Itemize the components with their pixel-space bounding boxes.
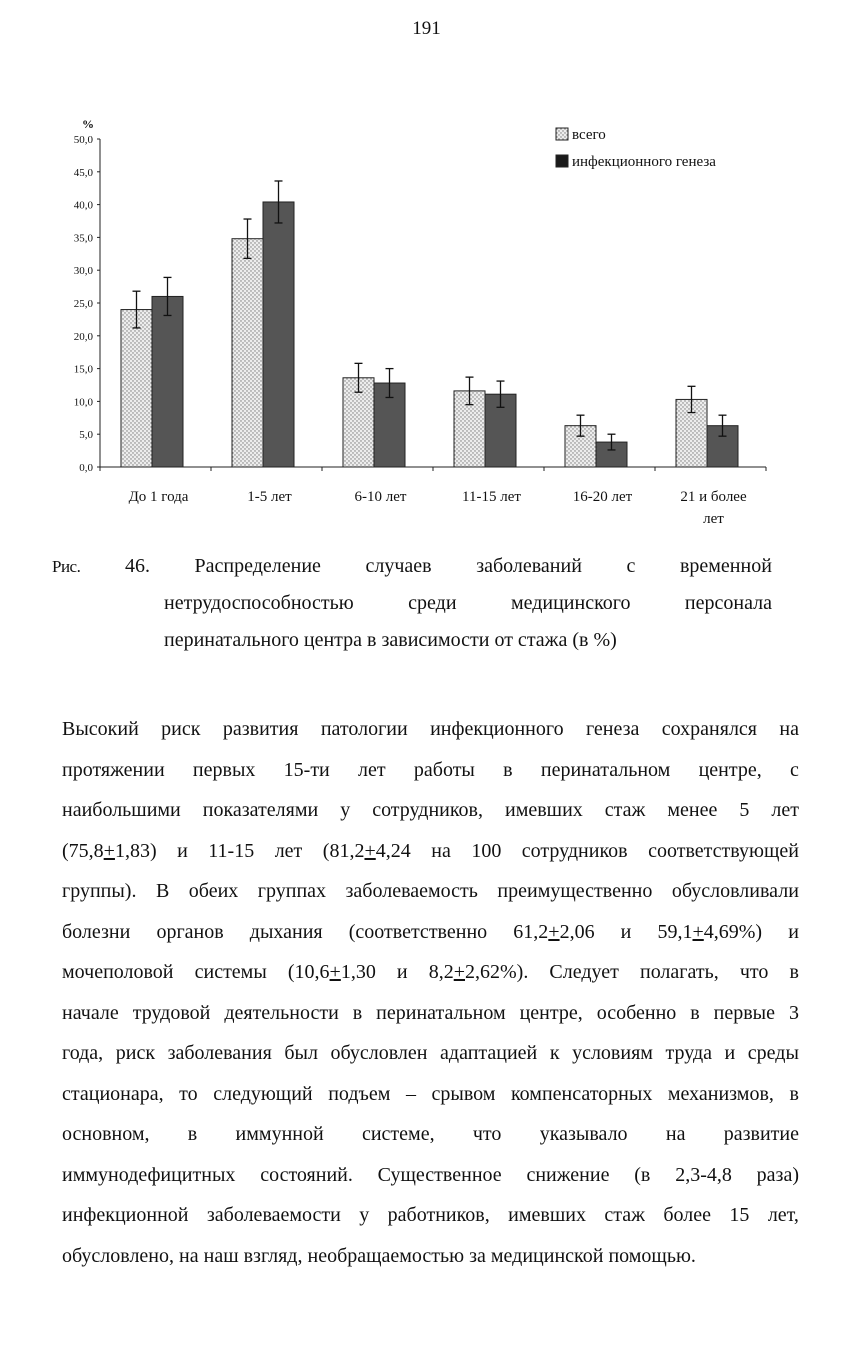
word: соответствующей bbox=[648, 839, 799, 862]
caption-line-3: перинатального центра в зависимости от стажа (в %) bbox=[164, 629, 617, 651]
caption-word: нетрудоспособностью bbox=[164, 592, 354, 614]
word: лет bbox=[771, 799, 799, 821]
y-tick-label: 30,0 bbox=[73, 265, 93, 278]
y-tick-label: 10,0 bbox=[73, 396, 93, 409]
paragraph-line bbox=[62, 1114, 799, 1155]
bar-chart bbox=[0, 0, 853, 545]
word: центре, bbox=[519, 1001, 583, 1024]
word: группы). bbox=[62, 880, 137, 902]
paragraph-line bbox=[62, 831, 799, 872]
paragraph-line bbox=[62, 1033, 799, 1074]
word: 15 bbox=[729, 1204, 750, 1226]
word: группах bbox=[257, 880, 327, 902]
word: 11-15 bbox=[208, 839, 255, 862]
y-tick-label: 40,0 bbox=[73, 199, 93, 212]
word: подъем bbox=[328, 1082, 391, 1105]
word: преимущественно bbox=[497, 880, 653, 902]
caption-word: среди bbox=[408, 592, 457, 614]
bars bbox=[121, 181, 738, 467]
word: на bbox=[665, 1123, 686, 1145]
word: – bbox=[405, 1082, 416, 1105]
word: с bbox=[790, 758, 799, 781]
body-paragraph bbox=[62, 709, 799, 1276]
word: 61,2+2,06 bbox=[513, 920, 595, 943]
word: и bbox=[177, 839, 188, 862]
paragraph-line bbox=[62, 1155, 799, 1196]
caption-word: с bbox=[626, 555, 636, 577]
word: стационара, bbox=[62, 1082, 164, 1105]
word: первые bbox=[713, 1001, 775, 1024]
word: лет, bbox=[767, 1204, 799, 1226]
bar-infectious bbox=[263, 202, 294, 467]
word: на bbox=[779, 718, 799, 740]
x-axis bbox=[100, 467, 766, 527]
word: был bbox=[284, 1042, 318, 1064]
word: основном, bbox=[62, 1123, 150, 1145]
y-tick-label: 35,0 bbox=[73, 232, 93, 245]
word: системы bbox=[194, 961, 267, 983]
word: сотрудников, bbox=[372, 799, 483, 821]
word: 2,3-4,8 bbox=[675, 1163, 732, 1186]
word: у bbox=[340, 799, 351, 821]
caption-word: медицинского bbox=[510, 592, 631, 614]
word: перинатальном bbox=[540, 758, 671, 781]
word: первых bbox=[192, 758, 256, 781]
y-tick-label: 15,0 bbox=[73, 363, 93, 376]
word: снижение bbox=[526, 1163, 610, 1186]
word: в bbox=[789, 1082, 799, 1105]
caption-word: временной bbox=[679, 555, 772, 577]
word: срывом bbox=[431, 1082, 496, 1105]
word: центре, bbox=[698, 758, 762, 781]
word: развитие bbox=[723, 1123, 799, 1145]
paragraph-line bbox=[62, 750, 799, 791]
x-tick-label: 16-20 лет bbox=[572, 489, 633, 505]
word: адаптацией bbox=[440, 1042, 538, 1064]
caption-word: персонала bbox=[684, 592, 772, 614]
word: иммунодефицитных bbox=[62, 1163, 236, 1186]
word: то bbox=[179, 1082, 198, 1105]
caption-line-2 bbox=[164, 585, 772, 622]
paragraph-line bbox=[62, 871, 799, 912]
word: инфекционного bbox=[430, 718, 564, 740]
word: протяжении bbox=[62, 758, 165, 781]
caption-line-1 bbox=[52, 548, 772, 585]
word: состояний. bbox=[260, 1163, 353, 1186]
word: сохранялся bbox=[661, 718, 757, 740]
word: работы bbox=[413, 758, 475, 781]
caption-word: Распределение bbox=[194, 555, 321, 577]
paragraph-line bbox=[62, 952, 799, 993]
paragraph-line bbox=[62, 1195, 799, 1236]
word: более bbox=[663, 1204, 711, 1226]
word: на bbox=[431, 839, 451, 862]
x-tick-label: 11-15 лет bbox=[462, 489, 521, 505]
word: инфекционной bbox=[62, 1204, 189, 1226]
word: заболеваемости bbox=[206, 1204, 341, 1226]
word: что bbox=[472, 1123, 502, 1145]
word: лет bbox=[358, 758, 386, 781]
word: указывало bbox=[539, 1123, 628, 1145]
word: патологии bbox=[320, 718, 408, 740]
word: (в bbox=[634, 1163, 651, 1186]
word: за bbox=[469, 1244, 486, 1267]
word: 100 bbox=[471, 839, 502, 862]
x-tick-label: 6-10 лет bbox=[354, 489, 407, 505]
x-tick-label: 21 и более лет bbox=[680, 489, 747, 527]
y-tick-label: 5,0 bbox=[79, 429, 93, 442]
word: наш bbox=[203, 1244, 239, 1267]
legend bbox=[556, 127, 716, 170]
y-tick-label: 0,0 bbox=[79, 462, 93, 474]
word: показателями bbox=[202, 799, 319, 821]
word: в bbox=[789, 961, 799, 983]
word: помощью. bbox=[608, 1244, 696, 1267]
paragraph-line bbox=[62, 709, 799, 750]
word: на bbox=[179, 1244, 199, 1267]
word: заболеваемость bbox=[345, 880, 478, 902]
word: особенно bbox=[596, 1001, 677, 1024]
word: 15-ти bbox=[283, 758, 330, 781]
word: перинатальном bbox=[376, 1001, 506, 1024]
word: компенсаторных bbox=[510, 1082, 653, 1105]
word: года, bbox=[62, 1042, 104, 1064]
word: обеих bbox=[188, 880, 239, 902]
word: труда bbox=[665, 1042, 712, 1064]
word: стаж bbox=[604, 1204, 645, 1226]
word: (соответственно bbox=[348, 920, 488, 943]
word: В bbox=[155, 880, 170, 902]
paragraph-line bbox=[62, 1236, 799, 1277]
word: 8,2+2,62%). bbox=[428, 961, 529, 983]
word: Существенное bbox=[377, 1163, 502, 1186]
word: имевших bbox=[505, 799, 583, 821]
figure-caption bbox=[52, 548, 772, 659]
y-tick-label: 45,0 bbox=[73, 166, 93, 179]
word: обусловлено, bbox=[62, 1244, 175, 1267]
word: иммунной bbox=[235, 1123, 324, 1145]
word: и bbox=[724, 1042, 736, 1064]
y-unit-label: % bbox=[82, 117, 94, 131]
word: раза) bbox=[756, 1163, 799, 1186]
word: у bbox=[359, 1204, 370, 1226]
word: в bbox=[503, 758, 513, 781]
word: стаж bbox=[604, 799, 646, 821]
word: дыхания bbox=[249, 920, 323, 943]
word: взгляд, bbox=[243, 1244, 303, 1267]
word: в bbox=[187, 1123, 198, 1145]
word: Следует bbox=[549, 961, 619, 983]
word: 59,1+4,69%) bbox=[657, 920, 763, 943]
y-axis bbox=[74, 117, 100, 474]
word: (10,6+1,30 bbox=[287, 961, 376, 983]
word: полагать, bbox=[639, 961, 719, 983]
y-tick-label: 50,0 bbox=[73, 134, 93, 146]
word: обусловливали bbox=[671, 880, 799, 902]
word: заболевания bbox=[167, 1042, 272, 1064]
caption-number: 46. bbox=[124, 555, 150, 577]
legend-swatch bbox=[556, 128, 568, 140]
word: работников, bbox=[387, 1204, 490, 1226]
word: механизмов, bbox=[667, 1082, 774, 1105]
word: деятельности bbox=[224, 1001, 339, 1024]
y-tick-label: 25,0 bbox=[73, 298, 93, 310]
word: риск bbox=[161, 718, 201, 740]
word: системе, bbox=[361, 1123, 435, 1145]
word: к bbox=[549, 1042, 560, 1064]
word: наибольшими bbox=[62, 799, 181, 821]
word: болезни bbox=[62, 920, 131, 943]
x-tick-label: 1-5 лет bbox=[247, 489, 292, 505]
word: необращаемостью bbox=[307, 1244, 465, 1267]
word: в bbox=[690, 1001, 700, 1024]
legend-label: всего bbox=[572, 127, 606, 143]
word: и bbox=[620, 920, 632, 943]
legend-label: инфекционного генеза bbox=[572, 154, 716, 170]
x-tick-label: До 1 года bbox=[128, 489, 189, 505]
caption-prefix: Рис. bbox=[52, 557, 81, 576]
word: генеза bbox=[585, 718, 640, 740]
word: лет bbox=[274, 839, 303, 862]
word: и bbox=[396, 961, 408, 983]
page-number: 191 bbox=[412, 18, 441, 39]
word: и bbox=[788, 920, 799, 943]
word: обусловлен bbox=[330, 1042, 428, 1064]
word: риск bbox=[115, 1042, 156, 1064]
word: трудовой bbox=[132, 1001, 211, 1024]
bar-total bbox=[232, 239, 263, 467]
word: мочеполовой bbox=[62, 961, 174, 983]
word: начале bbox=[62, 1001, 119, 1024]
word: следующий bbox=[213, 1082, 313, 1105]
word: что bbox=[739, 961, 769, 983]
caption-word: случаев bbox=[365, 555, 432, 577]
paragraph-line bbox=[62, 993, 799, 1034]
bar-infectious bbox=[152, 296, 183, 467]
word: медицинской bbox=[490, 1244, 604, 1267]
word: (81,2+4,24 bbox=[322, 839, 411, 862]
word: среды bbox=[747, 1042, 799, 1064]
word: 3 bbox=[788, 1001, 799, 1024]
word: Высокий bbox=[62, 718, 139, 740]
word: 5 bbox=[739, 799, 750, 821]
legend-swatch bbox=[556, 155, 568, 167]
paragraph-line bbox=[62, 1074, 799, 1115]
paragraph-line bbox=[62, 912, 799, 953]
word: органов bbox=[156, 920, 224, 943]
word: (75,8+1,83) bbox=[62, 839, 157, 862]
word: имевших bbox=[508, 1204, 586, 1226]
word: условиям bbox=[572, 1042, 653, 1064]
paragraph-line bbox=[62, 790, 799, 831]
caption-word: заболеваний bbox=[476, 555, 582, 577]
word: развития bbox=[222, 718, 299, 740]
bar-total bbox=[121, 310, 152, 467]
y-tick-label: 20,0 bbox=[73, 330, 93, 343]
word: в bbox=[352, 1001, 363, 1024]
word: менее bbox=[667, 799, 718, 821]
word: сотрудников bbox=[521, 839, 628, 862]
